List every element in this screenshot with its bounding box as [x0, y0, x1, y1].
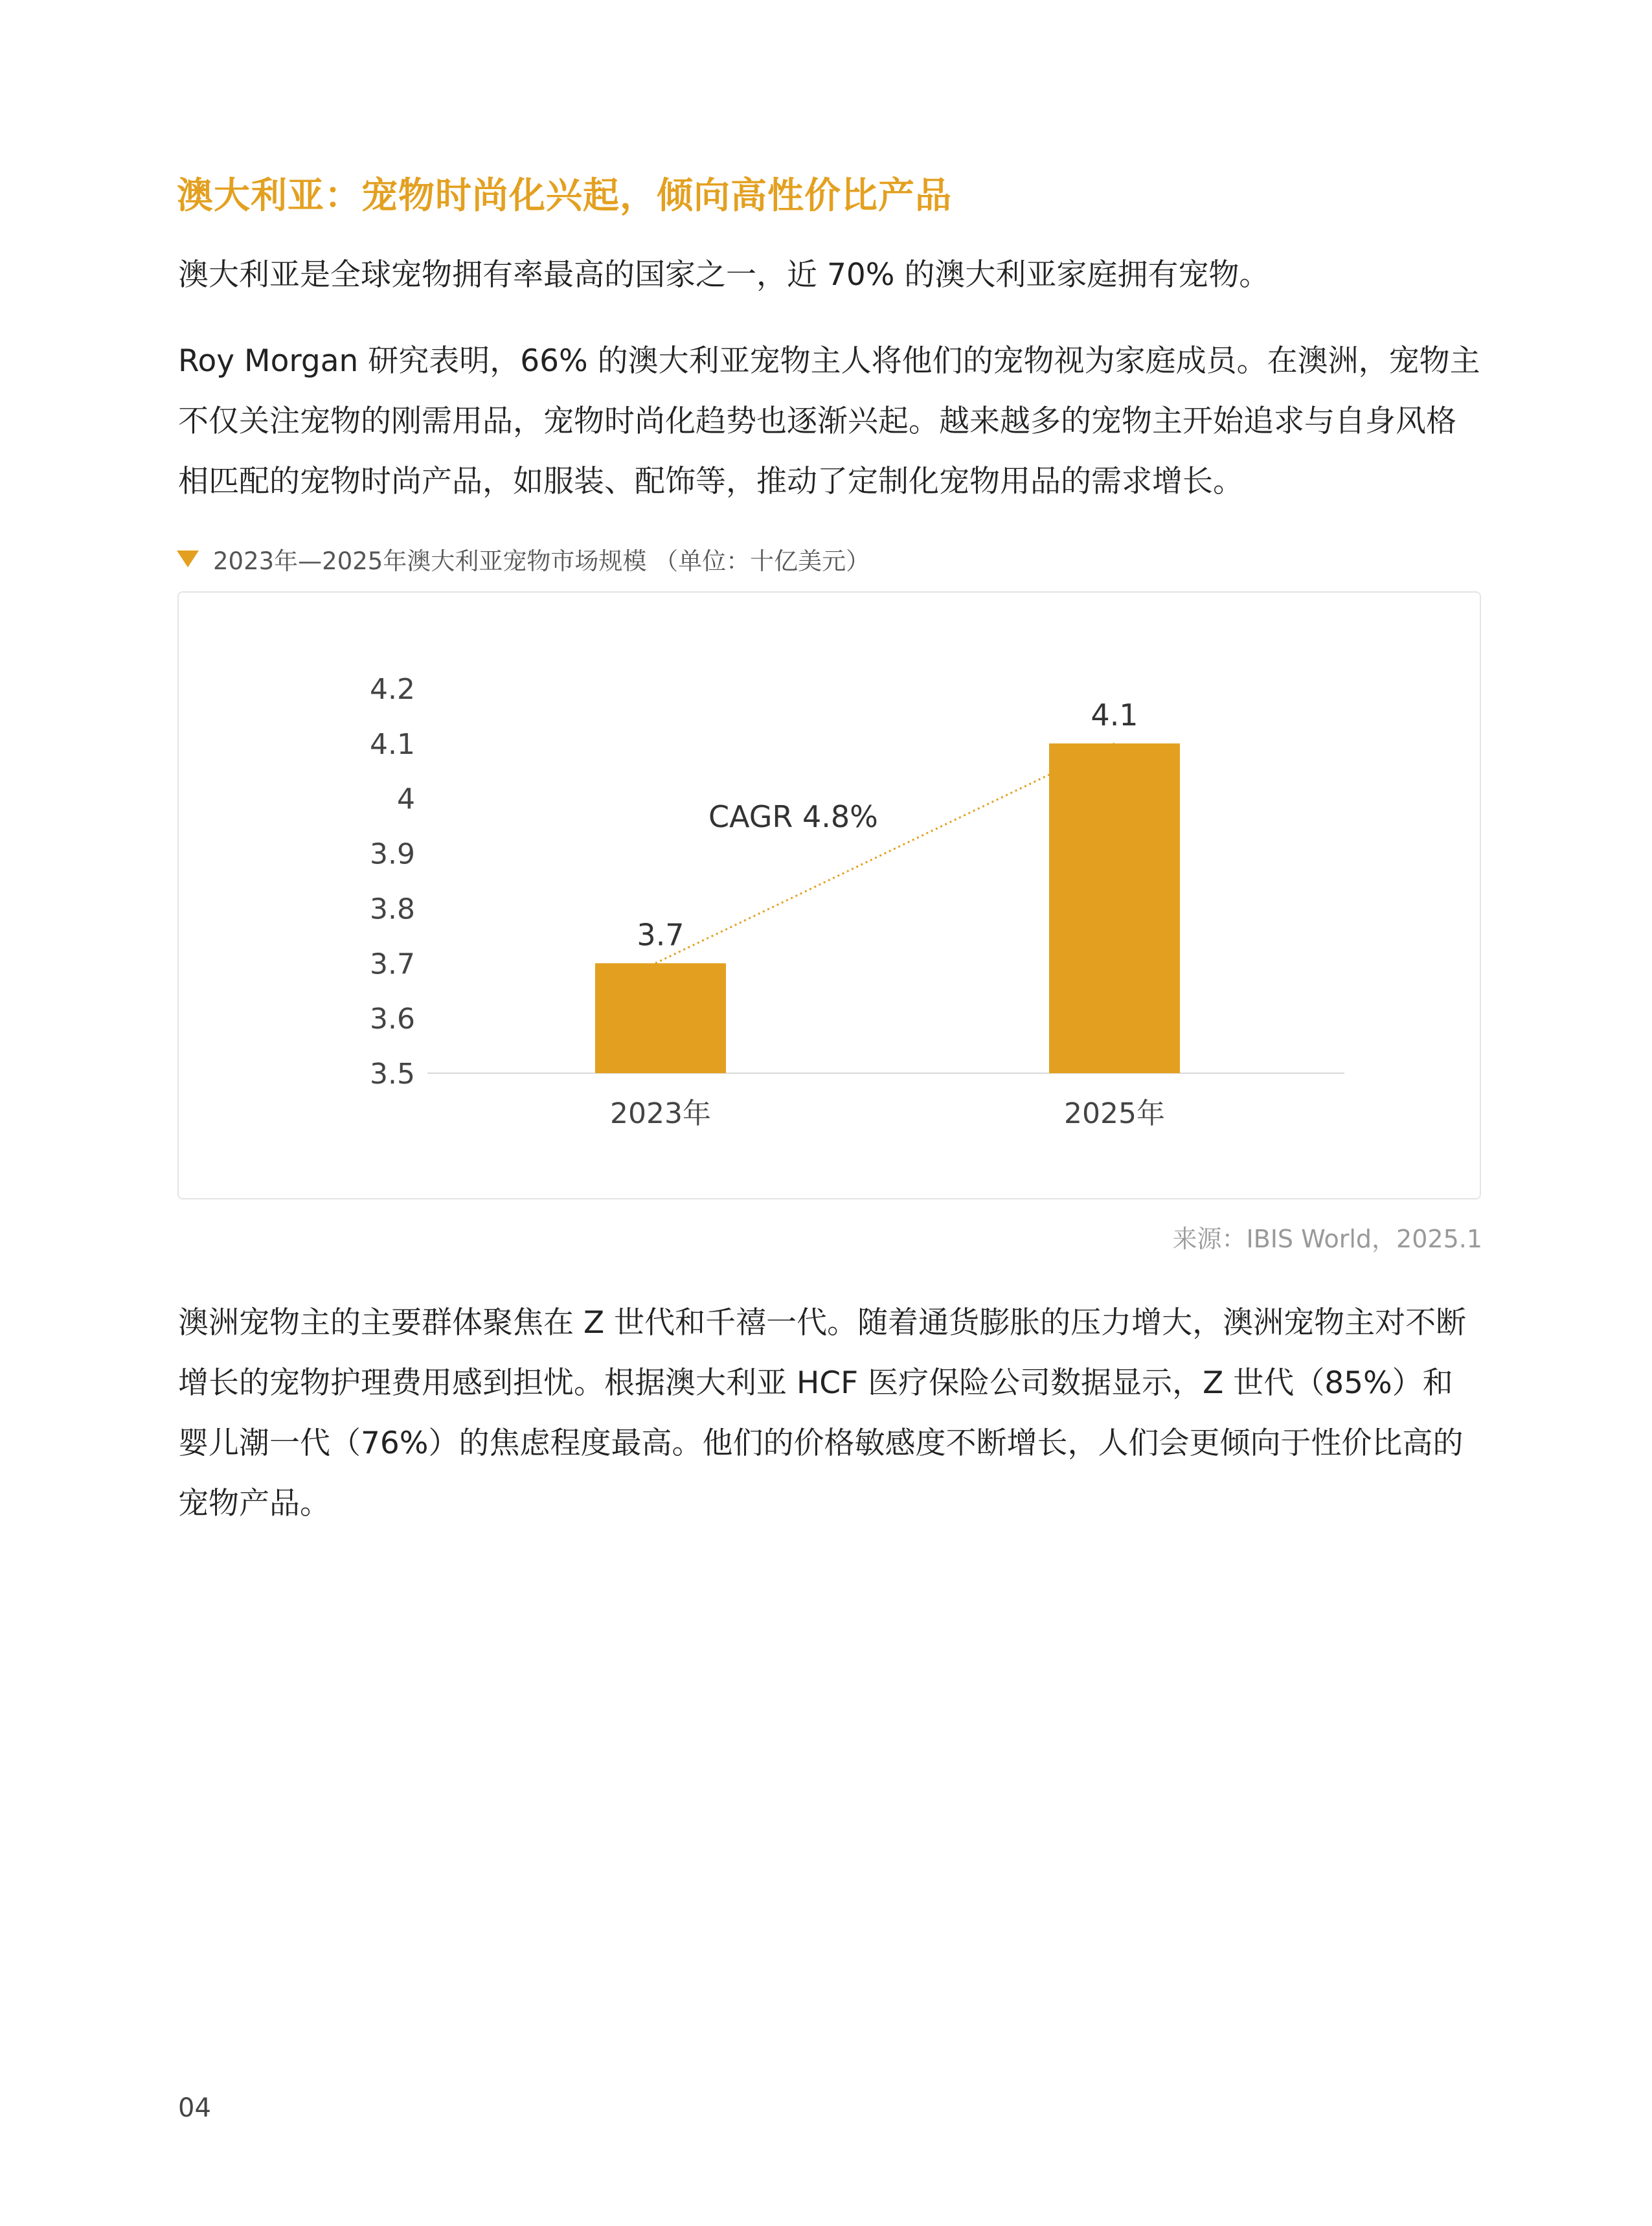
intro-paragraph: 澳大利亚是全球宠物拥有率最高的国家之一，近 70% 的澳大利亚家庭拥有宠物。 — [178, 257, 1270, 293]
generation-paragraph: 澳洲宠物主的主要群体聚焦在 Z 世代和千禧一代。随着通货膨胀的压力增大，澳洲宠物主对不断增长的宠物护理费用感到担忧。根据澳大利亚 HCF 医疗保险公司数据显示，Z 世代（85%）和婴儿潮一代（76%）的焦虑程度最高。他们的价格敏感度不断增长，人们会更倾向于性价比高的宠物产品。 — [178, 1305, 1467, 1521]
chart-container — [177, 591, 1481, 1199]
y-tick-label: 3.8 — [370, 892, 415, 926]
y-tick-label: 4.2 — [370, 673, 415, 706]
y-tick-label: 3.7 — [370, 948, 415, 981]
y-tick-label: 4.1 — [370, 727, 415, 761]
x-tick-label: 2025年 — [1064, 1097, 1165, 1130]
bar-data-label: 3.7 — [637, 917, 685, 953]
chart-caption-text: 2023年—2025年澳大利亚宠物市场规模 （单位：十亿美元） — [213, 547, 870, 575]
bar — [595, 963, 726, 1073]
page-number: 04 — [178, 2093, 211, 2123]
roy-morgan-paragraph: Roy Morgan 研究表明，66% 的澳大利亚宠物主人将他们的宠物视为家庭成员。在澳洲，宠物主不仅关注宠物的刚需用品，宠物时尚化趋势也逐渐兴起。越来越多的宠物主开始追求与自身风格相匹配的宠物时尚产品，如服装、配饰等，推动了定制化宠物用品的需求增长。 — [178, 343, 1480, 499]
y-tick-label: 3.5 — [370, 1058, 415, 1091]
x-tick-label: 2023年 — [610, 1097, 711, 1130]
source-note: 来源：IBIS World，2025.1 — [1172, 1225, 1482, 1253]
cagr-annotation: CAGR 4.8% — [708, 799, 878, 834]
bar-chart — [179, 593, 1482, 1201]
section-heading: 澳大利亚：宠物时尚化兴起，倾向高性价比产品 — [177, 175, 952, 217]
bar-data-label: 4.1 — [1091, 697, 1138, 733]
y-tick-label: 3.6 — [370, 1003, 415, 1036]
y-tick-label: 4 — [397, 782, 415, 816]
cagr-trend-line — [655, 744, 1115, 963]
y-tick-label: 3.9 — [370, 837, 415, 871]
chart-caption — [177, 541, 870, 576]
triangle-down-icon — [177, 551, 199, 567]
bar — [1049, 744, 1180, 1073]
